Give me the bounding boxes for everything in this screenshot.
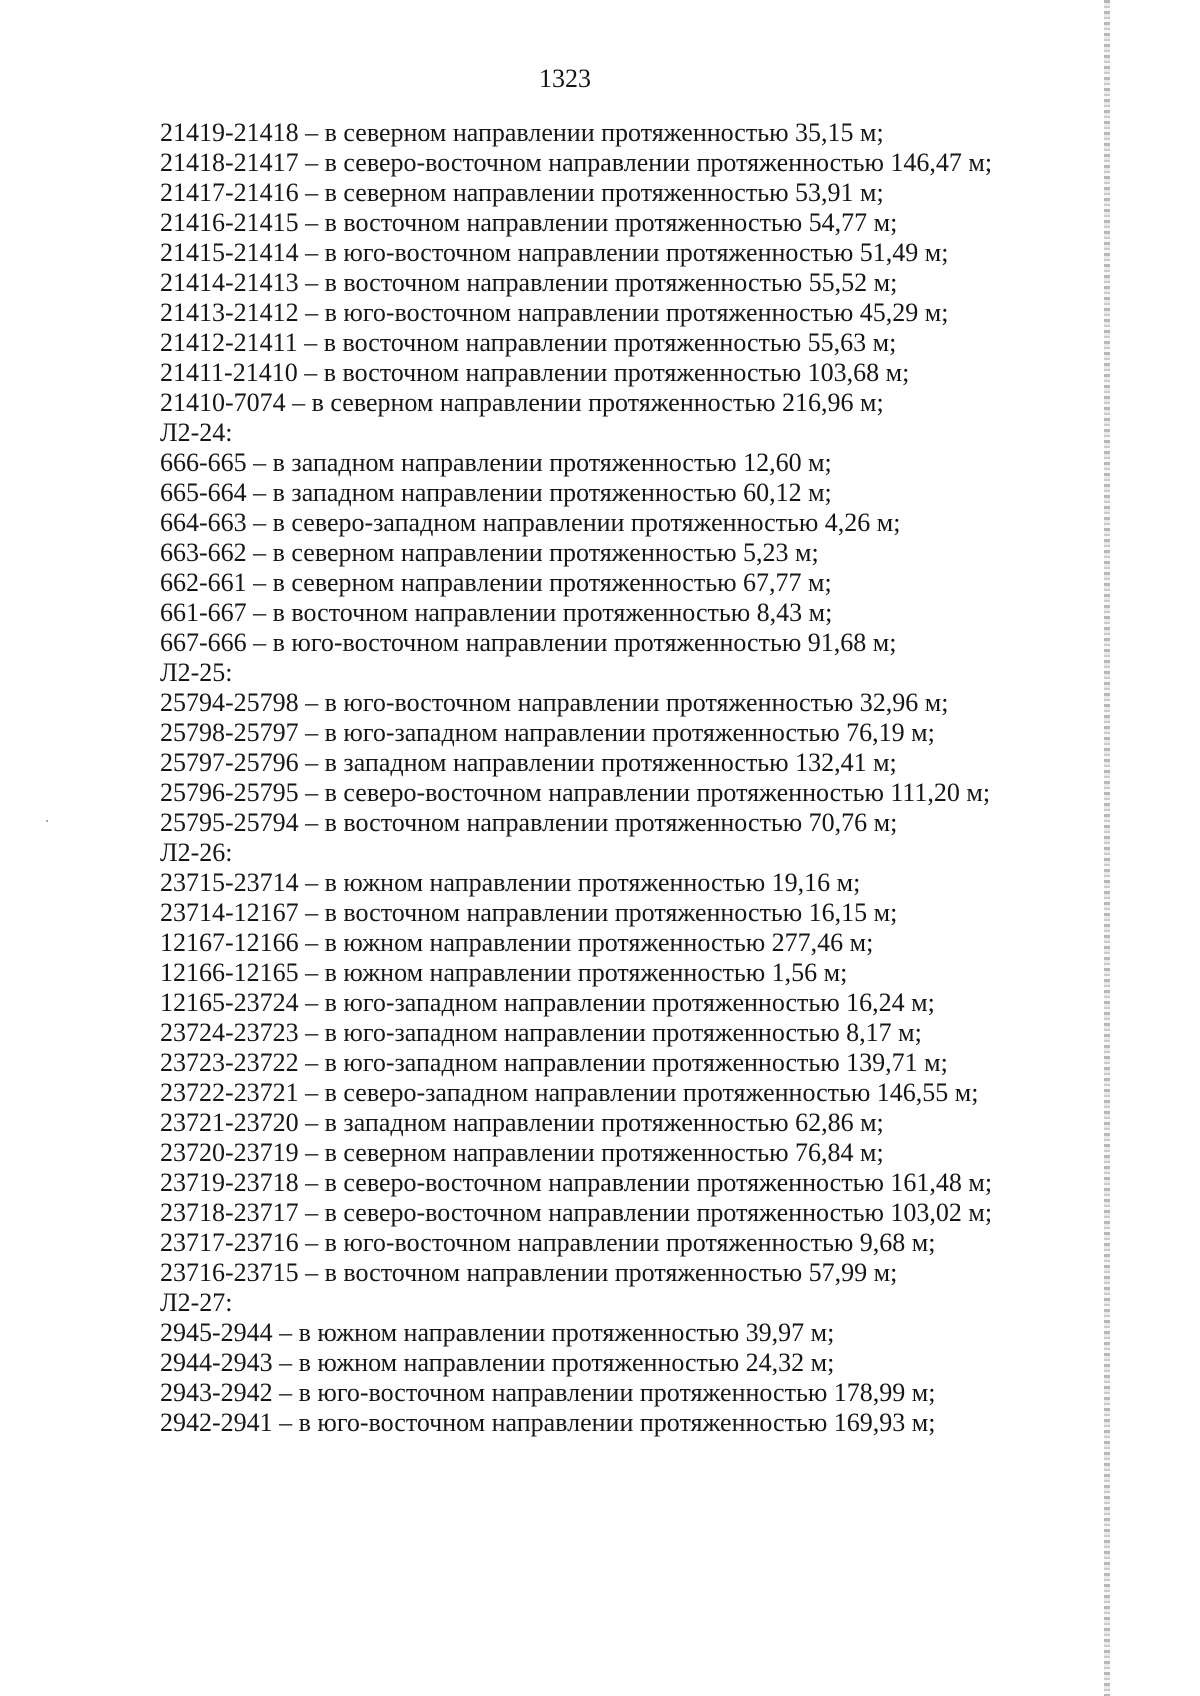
section-l2-24	[160, 418, 992, 658]
segment-line: 2943-2942 – в юго-восточном направлении протяженностью 178,99 м;	[160, 1378, 936, 1407]
section-label: Л2-27:	[160, 1288, 233, 1317]
segment-line: 2945-2944 – в южном направлении протяженностью 39,97 м;	[160, 1318, 835, 1347]
section-l2-27	[160, 1288, 992, 1438]
segment-line: 2944-2943 – в южном направлении протяженностью 24,32 м;	[160, 1348, 835, 1377]
segment-line: 21410-7074 – в северном направлении протяженностью 216,96 м;	[160, 388, 884, 417]
segment-line: 25795-25794 – в восточном направлении протяженностью 70,76 м;	[160, 808, 898, 837]
segment-line: 12166-12165 – в южном направлении протяженностью 1,56 м;	[160, 958, 848, 987]
intro-segment-list	[160, 118, 992, 418]
segment-line: 21419-21418 – в северном направлении протяженностью 35,15 м;	[160, 118, 884, 147]
segment-line: 23715-23714 – в южном направлении протяженностью 19,16 м;	[160, 868, 861, 897]
segment-line: 25798-25797 – в юго-западном направлении протяженностью 76,19 м;	[160, 718, 935, 747]
page-number: 1323	[539, 64, 591, 93]
segment-line: 23720-23719 – в северном направлении протяженностью 76,84 м;	[160, 1138, 884, 1167]
segment-line: 21411-21410 – в восточном направлении протяженностью 103,68 м;	[160, 358, 910, 387]
segment-line: 662-661 – в северном направлении протяженностью 67,77 м;	[160, 568, 832, 597]
scan-edge-artifact	[1104, 0, 1110, 1696]
segment-line: 23714-12167 – в восточном направлении протяженностью 16,15 м;	[160, 898, 898, 927]
section-label: Л2-26:	[160, 838, 233, 867]
segment-line: 21417-21416 – в северном направлении протяженностью 53,91 м;	[160, 178, 884, 207]
segment-line: 23723-23722 – в юго-западном направлении протяженностью 139,71 м;	[160, 1048, 948, 1077]
section-l2-25	[160, 658, 992, 838]
segment-line: 12165-23724 – в юго-западном направлении протяженностью 16,24 м;	[160, 988, 935, 1017]
segment-line: 23724-23723 – в юго-западном направлении протяженностью 8,17 м;	[160, 1018, 922, 1047]
segment-line: 665-664 – в западном направлении протяженностью 60,12 м;	[160, 478, 832, 507]
segment-line: 663-662 – в северном направлении протяженностью 5,23 м;	[160, 538, 819, 567]
segment-line: 23716-23715 – в восточном направлении протяженностью 57,99 м;	[160, 1258, 898, 1287]
segment-line: 661-667 – в восточном направлении протяженностью 8,43 м;	[160, 598, 833, 627]
segment-line: 25796-25795 – в северо-восточном направлении протяженностью 111,20 м;	[160, 778, 991, 807]
segment-line: 21413-21412 – в юго-восточном направлении протяженностью 45,29 м;	[160, 298, 949, 327]
segment-line: 664-663 – в северо-западном направлении протяженностью 4,26 м;	[160, 508, 901, 537]
segment-line: 23722-23721 – в северо-западном направлении протяженностью 146,55 м;	[160, 1078, 979, 1107]
segment-line: 23717-23716 – в юго-восточном направлении протяженностью 9,68 м;	[160, 1228, 936, 1257]
section-l2-26	[160, 838, 992, 1288]
section-label: Л2-25:	[160, 658, 233, 687]
segment-line: 25797-25796 – в западном направлении протяженностью 132,41 м;	[160, 748, 897, 777]
segment-line: 2942-2941 – в юго-восточном направлении протяженностью 169,93 м;	[160, 1408, 936, 1437]
segment-line: 23719-23718 – в северо-восточном направлении протяженностью 161,48 м;	[160, 1168, 993, 1197]
segment-line: 21415-21414 – в юго-восточном направлении протяженностью 51,49 м;	[160, 238, 949, 267]
segment-line: 23721-23720 – в западном направлении протяженностью 62,86 м;	[160, 1108, 884, 1137]
segment-line: 21418-21417 – в северо-восточном направлении протяженностью 146,47 м;	[160, 148, 993, 177]
section-label: Л2-24:	[160, 418, 233, 447]
document-body	[160, 118, 992, 1438]
segment-line: 666-665 – в западном направлении протяженностью 12,60 м;	[160, 448, 832, 477]
segment-line: 21416-21415 – в восточном направлении протяженностью 54,77 м;	[160, 208, 898, 237]
segment-line: 21412-21411 – в восточном направлении протяженностью 55,63 м;	[160, 328, 897, 357]
segment-line: 25794-25798 – в юго-восточном направлении протяженностью 32,96 м;	[160, 688, 949, 717]
segment-line: 21414-21413 – в восточном направлении протяженностью 55,52 м;	[160, 268, 898, 297]
scan-speck	[46, 820, 48, 822]
segment-line: 667-666 – в юго-восточном направлении протяженностью 91,68 м;	[160, 628, 897, 657]
segment-line: 23718-23717 – в северо-восточном направлении протяженностью 103,02 м;	[160, 1198, 993, 1227]
segment-line: 12167-12166 – в южном направлении протяженностью 277,46 м;	[160, 928, 874, 957]
